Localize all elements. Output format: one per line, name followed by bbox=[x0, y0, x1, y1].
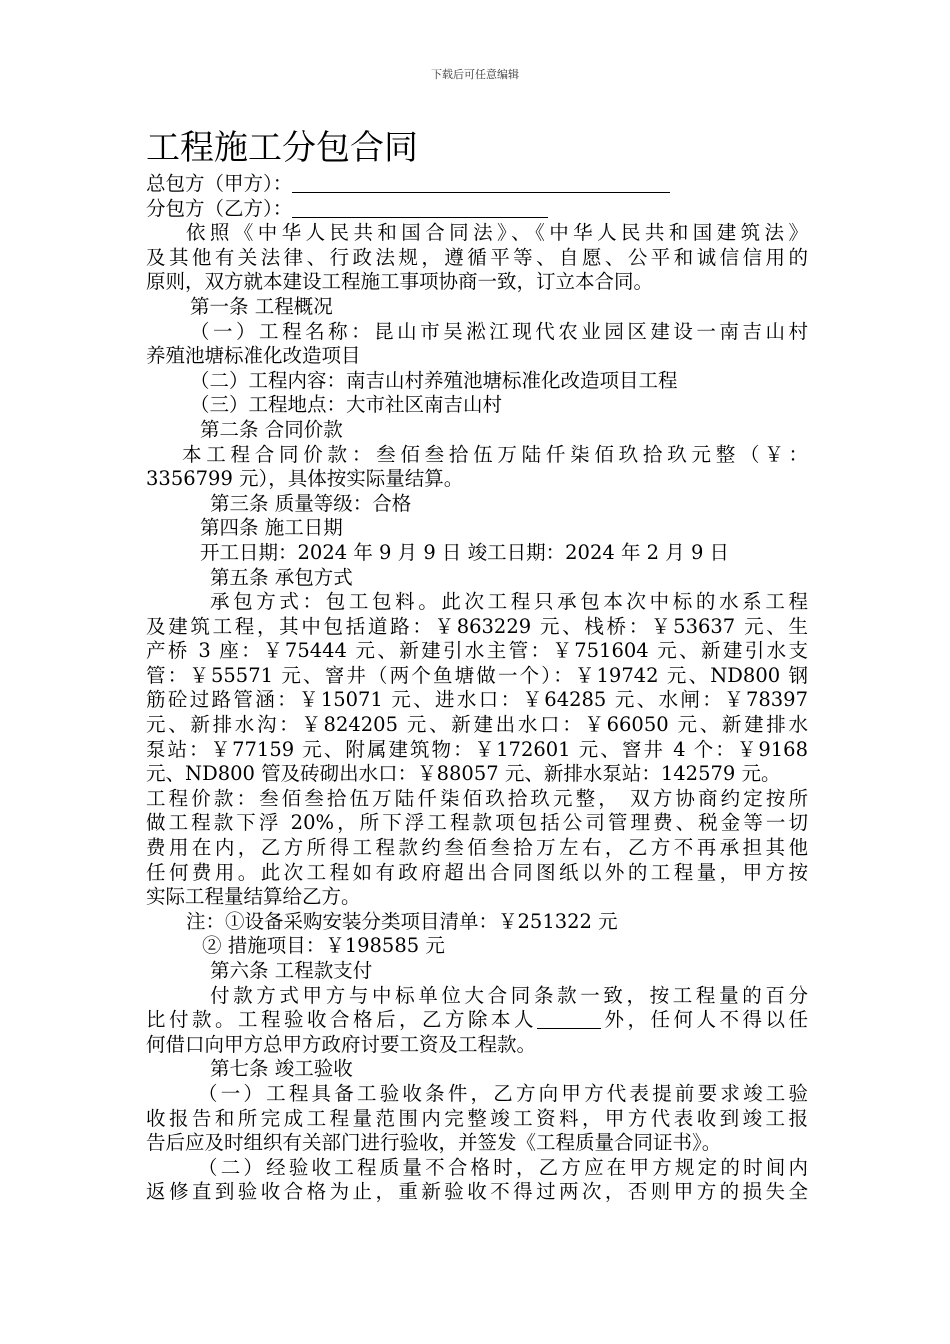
paragraph-line: 养殖池塘标准化改造项目 bbox=[146, 344, 361, 368]
paragraph-line: 管：￥55571 元、窨井（两个鱼塘做一个）：￥19742 元、ND800 钢 bbox=[146, 663, 808, 687]
paragraph-line: 依照《中华人民共和国合同法》、《中华人民共和国建筑法》 bbox=[186, 221, 808, 245]
contract-title: 工程施工分包合同 bbox=[146, 128, 418, 168]
paragraph-line: 付款方式甲方与中标单位大合同条款一致，按工程量的百分 bbox=[210, 983, 808, 1007]
paragraph-line: 本工程合同价款：叁佰叁拾伍万陆仟柒佰玖拾玖元整（￥： bbox=[182, 442, 808, 466]
paragraph-line: 告后应及时组织有关部门进行验收，并签发《工程质量合同证书》。 bbox=[146, 1131, 722, 1155]
article-heading: 第四条 施工日期 bbox=[200, 516, 343, 540]
paragraph-line: 元、新排水沟：￥824205 元、新建出水口：￥66050 元、新建排水 bbox=[146, 713, 808, 737]
paragraph-line: 费用在内，乙方所得工程款约叁佰叁拾万左右，乙方不再承担其他 bbox=[146, 836, 808, 860]
paragraph-line: 承包方式：包工包料。此次工程只承包本次中标的水系工程 bbox=[210, 590, 808, 614]
party-a-blank bbox=[292, 174, 670, 193]
paragraph-line bbox=[146, 1008, 808, 1033]
party-a-label: 总包方（甲方）： bbox=[146, 172, 293, 195]
paragraph-line: 及建筑工程，其中包括道路：￥863229 元、栈桥：￥53637 元、生 bbox=[146, 614, 808, 638]
article-heading: 第二条 合同价款 bbox=[200, 417, 343, 441]
article-heading: 第六条 工程款支付 bbox=[210, 959, 373, 982]
paragraph-line: 任何费用。此次工程如有政府超出合同图纸以外的工程量，甲方按 bbox=[146, 860, 808, 884]
party-a-line bbox=[146, 172, 808, 197]
note-line: ② 措施项目：￥198585 元 bbox=[202, 934, 445, 958]
party-b-line bbox=[146, 197, 808, 222]
paragraph-line: 3356799 元），具体按实际量结算。 bbox=[146, 467, 464, 491]
party-b-blank bbox=[292, 199, 548, 218]
header-note: 下载后可任意编辑 bbox=[431, 68, 519, 81]
note-line: 注：①设备采购安装分类项目清单：￥251322 元 bbox=[186, 909, 618, 933]
paragraph-line: 筋砼过路管涵：￥15071 元、进水口：￥64285 元、水闸：￥78397 bbox=[146, 688, 808, 712]
name-blank bbox=[537, 1010, 601, 1029]
paragraph-line: 工程价款：叁佰叁拾伍万陆仟柒佰玖拾玖元整， 双方协商约定按所 bbox=[146, 786, 808, 810]
article-heading: 第五条 承包方式 bbox=[210, 565, 353, 589]
paragraph-line: 返修直到验收合格为止，重新验收不得过两次，否则甲方的损失全 bbox=[146, 1180, 808, 1204]
party-b-label: 分包方（乙方）： bbox=[146, 196, 293, 220]
article-heading: 第七条 竣工验收 bbox=[210, 1057, 353, 1081]
paragraph-segment: 外，任何人不得以任 bbox=[600, 1008, 808, 1032]
paragraph-line: 何借口向甲方总甲方政府讨要工资及工程款。 bbox=[146, 1032, 537, 1056]
paragraph-line: 收报告和所完成工程量范围内完整竣工资料，甲方代表收到竣工报 bbox=[146, 1106, 808, 1130]
paragraph-line: 原则，双方就本建设工程施工事项协商一致，订立本合同。 bbox=[146, 270, 654, 294]
paragraph-line: 泵站：￥77159 元、附属建筑物：￥172601 元、窨井 4 个：￥9168 bbox=[146, 737, 808, 761]
paragraph-line: 实际工程量结算给乙方。 bbox=[146, 885, 361, 909]
paragraph-line: （一）工程具备工验收条件，乙方向甲方代表提前要求竣工验 bbox=[198, 1081, 808, 1105]
paragraph-line: 开工日期：2024 年 9 月 9 日 竣工日期：2024 年 2 月 9 日 bbox=[200, 540, 730, 564]
article-heading: 第一条 工程概况 bbox=[190, 294, 333, 318]
contract-body bbox=[146, 126, 808, 1205]
paragraph-line: 及其他有关法律、行政法规，遵循平等、自愿、公平和诚信信用的 bbox=[146, 245, 808, 269]
paragraph-line: （二）工程内容：南吉山村养殖池塘标准化改造项目工程 bbox=[190, 368, 678, 392]
paragraph-line: 做工程款下浮 20%，所下浮工程款项包括公司管理费、税金等一切 bbox=[146, 811, 808, 835]
paragraph-line: 元、ND800 管及砖砌出水口：￥88057 元、新排水泵站：142579 元。 bbox=[146, 762, 781, 786]
paragraph-segment: 比付款。工程验收合格后，乙方除本人 bbox=[146, 1008, 537, 1032]
paragraph-line: （一）工程名称：昆山市吴淞江现代农业园区建设一南吉山村 bbox=[190, 319, 808, 343]
paragraph-line: （二）经验收工程质量不合格时，乙方应在甲方规定的时间内 bbox=[198, 1155, 808, 1179]
paragraph-line: 产桥 3 座：￥75444 元、新建引水主管：￥751604 元、新建引水支 bbox=[146, 639, 808, 663]
paragraph-line: （三）工程地点：大市社区南吉山村 bbox=[190, 393, 503, 417]
article-heading: 第三条 质量等级：合格 bbox=[210, 491, 412, 515]
